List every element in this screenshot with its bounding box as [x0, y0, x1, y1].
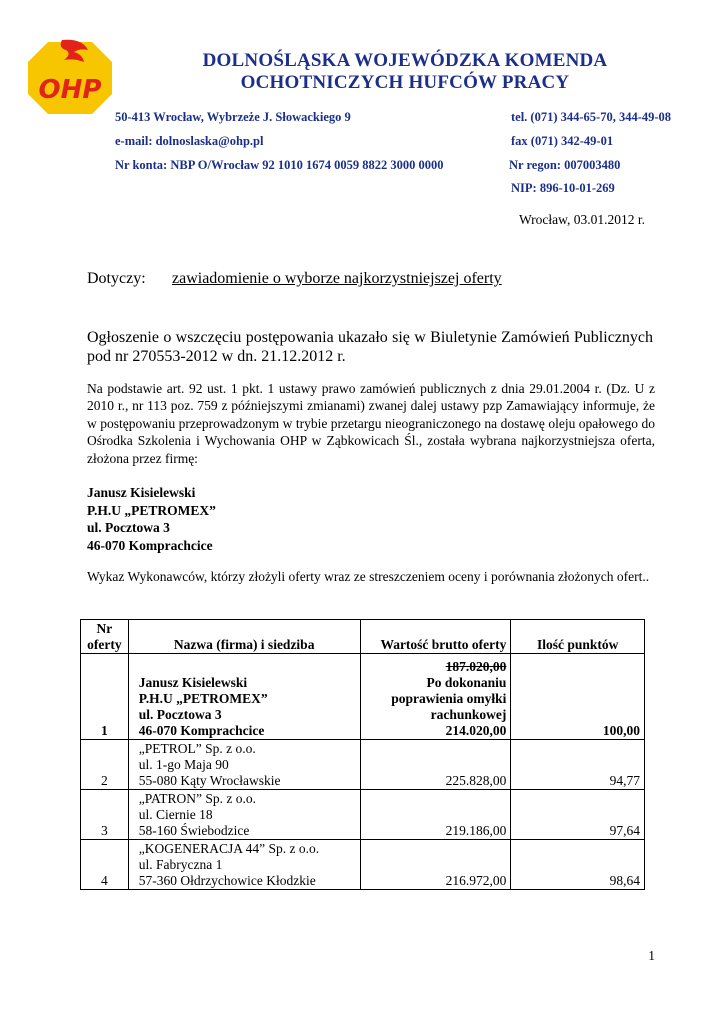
page-number: 1 — [648, 948, 655, 963]
logo-text: OHP — [38, 75, 102, 105]
table-row — [81, 790, 645, 840]
address: 50-413 Wrocław, Wybrzeże J. Słowackiego 9 — [115, 110, 351, 124]
row3-name-line3: 58-160 Świebodzice — [138, 823, 250, 838]
row2-name-line2: ul. 1-go Maja 90 — [138, 757, 229, 772]
row1-points: 100,00 — [511, 654, 645, 740]
row1-name-line2: P.H.U „PETROMEX” — [138, 691, 268, 706]
row2-name — [128, 740, 360, 790]
subject-text: zawiadomienie o wyborze najkorzystniejszej oferty — [172, 270, 502, 287]
fax: fax (071) 342-49-01 — [511, 134, 614, 148]
row4-name — [128, 840, 360, 890]
row4-name-line3: 57-360 Ołdrzychowice Kłodzkie — [138, 873, 316, 888]
org-name-line1: DOLNOŚLĄSKA WOJEWÓDZKA KOMENDA — [202, 50, 608, 71]
row2-name-line3: 55-080 Kąty Wrocławskie — [138, 773, 281, 788]
table-row — [81, 840, 645, 890]
row4-name-line1: „KOGENERACJA 44” Sp. z o.o. — [138, 841, 320, 856]
row1-value-old: 187.020,00 — [445, 659, 507, 674]
org-name-line2: OCHOTNICZYCH HUFCÓW PRACY — [240, 72, 570, 93]
row4-name-line2: ul. Fabryczna 1 — [138, 857, 223, 872]
row1-value-note1: Po dokonaniu — [426, 675, 507, 690]
email: e-mail: dolnoslaska@ohp.pl — [115, 134, 264, 148]
row1-value-note3: rachunkowej — [430, 707, 507, 722]
winner-name: Janusz Kisielewski — [87, 485, 196, 500]
announcement-paragraph: Ogłoszenie o wszczęciu postępowania ukazało się w Biuletynie Zamówień Publicznych pod nr 270553-2012 w dn. 21.12.2012 r. — [87, 329, 653, 365]
row1-name-line4: 46-070 Komprachcice — [138, 723, 265, 738]
row2-name-line1: „PETROL” Sp. z o.o. — [138, 741, 256, 756]
header-name: Nazwa (firma) i siedziba — [128, 620, 360, 654]
legal-basis-paragraph: Na podstawie art. 92 ust. 1 pkt. 1 ustawy prawo zamówień publicznych z dnia 29.01.2004 r. (Dz. U z 2010 r., nr 113 poz. 759 z późniejszymi zmianami) zwanej dalej ustawy pzp Zamawiający informuje, że w postępowaniu przeprowadzonym w trybie przetargu nieograniczonego na dostawę oleju opałowego do Ośrodka Szkolenia i Wychowania OHP w Ząbkowicach Śl., została wybrana najkorzystniejsza oferta, złożona przez firmę: — [87, 381, 655, 466]
offers-intro-paragraph: Wykaz Wykonawców, którzy złożyli oferty wraz ze streszczeniem oceny i porównania złożonych ofert.. — [87, 569, 650, 584]
bank-account: Nr konta: NBP O/Wrocław 92 1010 1674 0059 8822 3000 0000 — [115, 158, 444, 172]
header-points: Ilość punktów — [511, 620, 645, 654]
table-header-row — [81, 620, 645, 654]
winner-street: ul. Pocztowa 3 — [87, 520, 170, 535]
row3-name-line2: ul. Ciernie 18 — [138, 807, 213, 822]
row1-nr: 1 — [81, 654, 129, 740]
row4-nr: 4 — [81, 840, 129, 890]
row3-points: 97,64 — [511, 790, 645, 840]
row1-value-final: 214.020,00 — [445, 723, 507, 738]
row3-name — [128, 790, 360, 840]
table-row — [81, 654, 645, 740]
winner-company: P.H.U „PETROMEX” — [87, 502, 216, 518]
table-row — [81, 740, 645, 790]
row1-name-line1: Janusz Kisielewski — [138, 675, 248, 690]
header-nr-line1: Nr — [96, 621, 113, 636]
row2-nr: 2 — [81, 740, 129, 790]
row2-points: 94,77 — [511, 740, 645, 790]
row3-nr: 3 — [81, 790, 129, 840]
offers-table — [80, 619, 645, 890]
row3-value: 219.186,00 — [360, 790, 511, 840]
telephone: tel. (071) 344-65-70, 344-49-08 — [511, 110, 672, 124]
header-nr — [81, 620, 129, 654]
regon: Nr regon: 007003480 — [509, 158, 621, 172]
nip: NIP: 896-10-01-269 — [511, 181, 615, 195]
row4-points: 98,64 — [511, 840, 645, 890]
row1-value-note2: poprawienia omyłki — [391, 691, 507, 706]
row1-name-line3: ul. Pocztowa 3 — [138, 707, 222, 722]
header-value: Wartość brutto oferty — [360, 620, 511, 654]
row1-name — [128, 654, 360, 740]
header-nr-line2: oferty — [87, 637, 122, 652]
winner-city: 46-070 Komprachcice — [87, 537, 213, 553]
subject-label: Dotyczy: — [87, 270, 146, 287]
winner-block — [87, 484, 216, 554]
ohp-logo — [22, 36, 118, 120]
row2-value: 225.828,00 — [360, 740, 511, 790]
row3-name-line1: „PATRON” Sp. z o.o. — [138, 791, 257, 806]
row4-value: 216.972,00 — [360, 840, 511, 890]
document-date: Wrocław, 03.01.2012 r. — [518, 212, 645, 227]
row1-value — [360, 654, 511, 740]
